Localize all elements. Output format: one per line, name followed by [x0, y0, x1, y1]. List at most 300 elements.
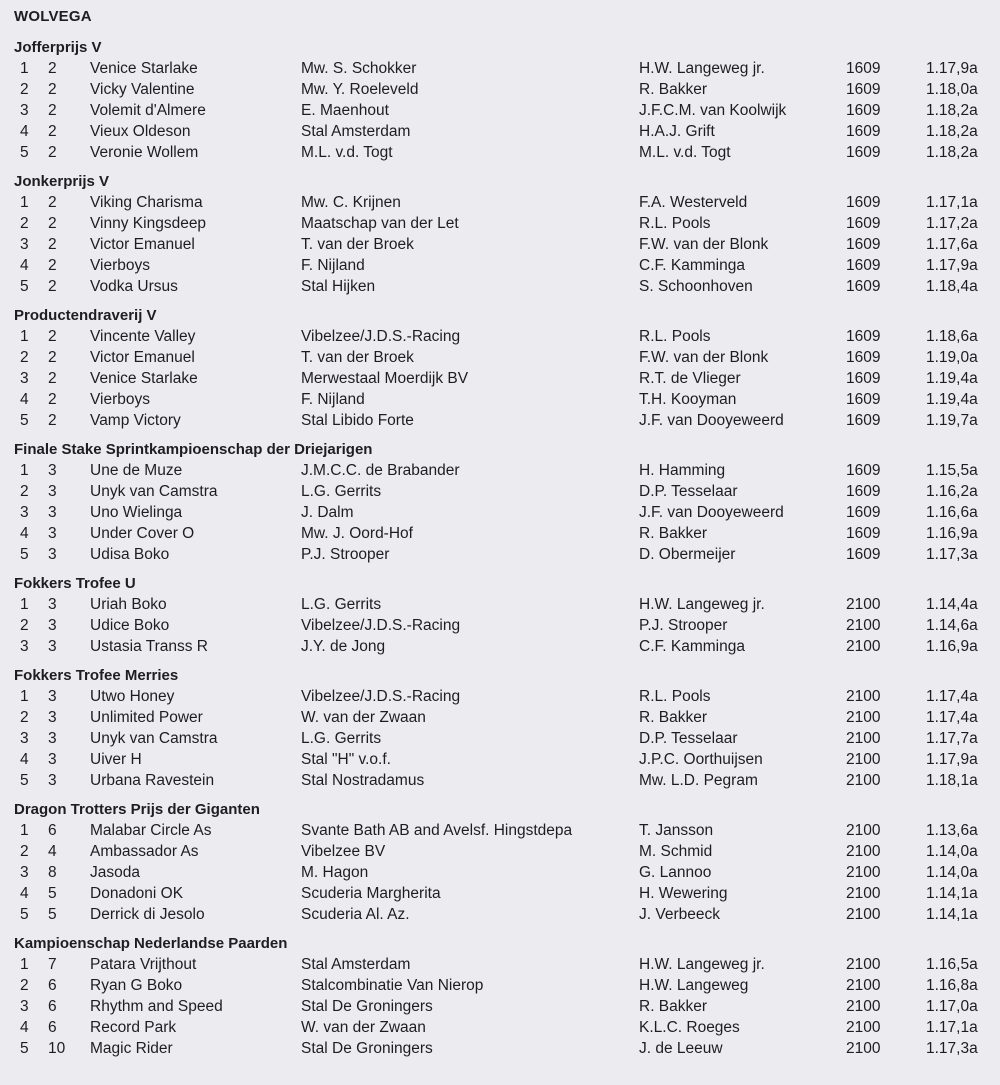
- horse-name-cell: Vierboys: [90, 257, 151, 274]
- driver-cell: H.W. Langeweg jr.: [639, 60, 765, 77]
- owner-cell: W. van der Zwaan: [301, 709, 426, 726]
- horse-name-cell: Urbana Ravestein: [90, 772, 215, 789]
- horse-name-cell: Ryan G Boko: [90, 977, 183, 994]
- owner-cell: F. Nijland: [301, 391, 365, 408]
- position-cell: 5: [20, 278, 29, 295]
- horse-name-cell: Veronie Wollem: [90, 144, 199, 161]
- driver-cell: C.F. Kamminga: [639, 257, 745, 274]
- race-title: Fokkers Trofee U: [14, 575, 136, 592]
- driver-cell: G. Lannoo: [639, 864, 712, 881]
- time-cell: 1.16,8a: [926, 977, 978, 994]
- distance-cell: 2100: [846, 998, 881, 1015]
- time-cell: 1.17,1a: [926, 1019, 978, 1036]
- time-cell: 1.14,4a: [926, 596, 978, 613]
- time-cell: 1.17,2a: [926, 215, 978, 232]
- age-cell: 2: [48, 60, 57, 77]
- position-cell: 3: [20, 370, 29, 387]
- distance-cell: 2100: [846, 617, 881, 634]
- result-row: [14, 594, 1000, 615]
- position-cell: 5: [20, 546, 29, 563]
- time-cell: 1.14,1a: [926, 885, 978, 902]
- distance-cell: 1609: [846, 144, 881, 161]
- age-cell: 3: [48, 617, 57, 634]
- race-section: [14, 799, 1000, 925]
- position-cell: 1: [20, 194, 29, 211]
- result-row: [14, 954, 1000, 975]
- distance-cell: 1609: [846, 257, 881, 274]
- results-list: [14, 37, 1000, 1067]
- age-cell: 2: [48, 257, 57, 274]
- time-cell: 1.17,9a: [926, 751, 978, 768]
- result-row: [14, 481, 1000, 502]
- horse-name-cell: Vieux Oldeson: [90, 123, 191, 140]
- owner-cell: Stal De Groningers: [301, 998, 433, 1015]
- result-row: [14, 1017, 1000, 1038]
- result-row: [14, 749, 1000, 770]
- race-title: Kampioenschap Nederlandse Paarden: [14, 935, 288, 952]
- horse-name-cell: Vicky Valentine: [90, 81, 195, 98]
- age-cell: 2: [48, 123, 57, 140]
- result-row: [14, 883, 1000, 904]
- horse-name-cell: Rhythm and Speed: [90, 998, 223, 1015]
- position-cell: 4: [20, 257, 29, 274]
- result-row: [14, 234, 1000, 255]
- position-cell: 3: [20, 638, 29, 655]
- result-row: [14, 975, 1000, 996]
- owner-cell: J. Dalm: [301, 504, 354, 521]
- owner-cell: Vibelzee/J.D.S.-Racing: [301, 328, 461, 345]
- distance-cell: 2100: [846, 822, 881, 839]
- driver-cell: H. Hamming: [639, 462, 726, 479]
- age-cell: 4: [48, 843, 57, 860]
- horse-name-cell: Victor Emanuel: [90, 236, 195, 253]
- position-cell: 4: [20, 123, 29, 140]
- position-cell: 3: [20, 102, 29, 119]
- horse-name-cell: Jasoda: [90, 864, 140, 881]
- age-cell: 2: [48, 278, 57, 295]
- document-title: WOLVEGA: [14, 8, 92, 25]
- distance-cell: 1609: [846, 483, 881, 500]
- distance-cell: 2100: [846, 751, 881, 768]
- age-cell: 3: [48, 546, 57, 563]
- result-row: [14, 389, 1000, 410]
- horse-name-cell: Unlimited Power: [90, 709, 203, 726]
- time-cell: 1.17,4a: [926, 709, 978, 726]
- position-cell: 3: [20, 504, 29, 521]
- driver-cell: P.J. Strooper: [639, 617, 728, 634]
- result-row: [14, 100, 1000, 121]
- position-cell: 5: [20, 772, 29, 789]
- distance-cell: 1609: [846, 194, 881, 211]
- result-row: [14, 255, 1000, 276]
- horse-name-cell: Vincente Valley: [90, 328, 196, 345]
- owner-cell: Mw. J. Oord-Hof: [301, 525, 413, 542]
- driver-cell: D. Obermeijer: [639, 546, 736, 563]
- distance-cell: 2100: [846, 1040, 881, 1057]
- horse-name-cell: Udisa Boko: [90, 546, 170, 563]
- distance-cell: 1609: [846, 278, 881, 295]
- time-cell: 1.19,0a: [926, 349, 978, 366]
- time-cell: 1.17,0a: [926, 998, 978, 1015]
- position-cell: 3: [20, 864, 29, 881]
- time-cell: 1.18,2a: [926, 102, 978, 119]
- time-cell: 1.18,0a: [926, 81, 978, 98]
- driver-cell: F.W. van der Blonk: [639, 236, 769, 253]
- driver-cell: H. Wewering: [639, 885, 728, 902]
- time-cell: 1.17,7a: [926, 730, 978, 747]
- driver-cell: H.W. Langeweg jr.: [639, 596, 765, 613]
- horse-name-cell: Unyk van Camstra: [90, 483, 218, 500]
- distance-cell: 1609: [846, 123, 881, 140]
- driver-cell: M.L. v.d. Togt: [639, 144, 731, 161]
- position-cell: 1: [20, 688, 29, 705]
- owner-cell: Stal Amsterdam: [301, 123, 411, 140]
- distance-cell: 1609: [846, 546, 881, 563]
- time-cell: 1.17,3a: [926, 1040, 978, 1057]
- distance-cell: 1609: [846, 391, 881, 408]
- distance-cell: 2100: [846, 906, 881, 923]
- time-cell: 1.19,4a: [926, 370, 978, 387]
- time-cell: 1.19,7a: [926, 412, 978, 429]
- age-cell: 6: [48, 977, 57, 994]
- driver-cell: R. Bakker: [639, 81, 708, 98]
- position-cell: 4: [20, 1019, 29, 1036]
- result-row: [14, 276, 1000, 297]
- position-cell: 1: [20, 328, 29, 345]
- position-cell: 2: [20, 977, 29, 994]
- age-cell: 3: [48, 596, 57, 613]
- race-title: Dragon Trotters Prijs der Giganten: [14, 801, 260, 818]
- distance-cell: 2100: [846, 638, 881, 655]
- position-cell: 3: [20, 998, 29, 1015]
- distance-cell: 1609: [846, 328, 881, 345]
- age-cell: 3: [48, 772, 57, 789]
- time-cell: 1.17,9a: [926, 60, 978, 77]
- age-cell: 3: [48, 483, 57, 500]
- position-cell: 2: [20, 709, 29, 726]
- distance-cell: 2100: [846, 956, 881, 973]
- race-section: [14, 171, 1000, 297]
- result-row: [14, 1038, 1000, 1059]
- owner-cell: T. van der Broek: [301, 349, 414, 366]
- driver-cell: H.A.J. Grift: [639, 123, 715, 140]
- age-cell: 3: [48, 709, 57, 726]
- owner-cell: Stal Hijken: [301, 278, 376, 295]
- time-cell: 1.17,6a: [926, 236, 978, 253]
- horse-name-cell: Uno Wielinga: [90, 504, 183, 521]
- time-cell: 1.16,6a: [926, 504, 978, 521]
- time-cell: 1.15,5a: [926, 462, 978, 479]
- owner-cell: Merwestaal Moerdijk BV: [301, 370, 469, 387]
- position-cell: 4: [20, 391, 29, 408]
- result-row: [14, 770, 1000, 791]
- distance-cell: 1609: [846, 370, 881, 387]
- driver-cell: J. de Leeuw: [639, 1040, 723, 1057]
- horse-name-cell: Vamp Victory: [90, 412, 181, 429]
- distance-cell: 1609: [846, 236, 881, 253]
- owner-cell: Mw. Y. Roeleveld: [301, 81, 419, 98]
- time-cell: 1.18,2a: [926, 144, 978, 161]
- age-cell: 6: [48, 998, 57, 1015]
- age-cell: 3: [48, 504, 57, 521]
- result-row: [14, 121, 1000, 142]
- driver-cell: D.P. Tesselaar: [639, 483, 738, 500]
- time-cell: 1.17,9a: [926, 257, 978, 274]
- age-cell: 10: [48, 1040, 66, 1057]
- position-cell: 4: [20, 525, 29, 542]
- position-cell: 2: [20, 215, 29, 232]
- position-cell: 1: [20, 956, 29, 973]
- driver-cell: K.L.C. Roeges: [639, 1019, 740, 1036]
- driver-cell: Mw. L.D. Pegram: [639, 772, 758, 789]
- time-cell: 1.17,4a: [926, 688, 978, 705]
- owner-cell: L.G. Gerrits: [301, 483, 382, 500]
- horse-name-cell: Victor Emanuel: [90, 349, 195, 366]
- result-row: [14, 862, 1000, 883]
- position-cell: 3: [20, 730, 29, 747]
- race-title: Jonkerprijs V: [14, 173, 110, 190]
- owner-cell: E. Maenhout: [301, 102, 389, 119]
- time-cell: 1.16,5a: [926, 956, 978, 973]
- distance-cell: 1609: [846, 60, 881, 77]
- time-cell: 1.17,1a: [926, 194, 978, 211]
- position-cell: 4: [20, 885, 29, 902]
- age-cell: 2: [48, 370, 57, 387]
- age-cell: 3: [48, 730, 57, 747]
- result-row: [14, 192, 1000, 213]
- owner-cell: Vibelzee/J.D.S.-Racing: [301, 688, 461, 705]
- result-row: [14, 686, 1000, 707]
- result-row: [14, 502, 1000, 523]
- horse-name-cell: Ambassador As: [90, 843, 199, 860]
- horse-name-cell: Volemit d'Almere: [90, 102, 206, 119]
- position-cell: 1: [20, 822, 29, 839]
- driver-cell: D.P. Tesselaar: [639, 730, 738, 747]
- horse-name-cell: Une de Muze: [90, 462, 183, 479]
- age-cell: 8: [48, 864, 57, 881]
- horse-name-cell: Uiver H: [90, 751, 142, 768]
- race-title: Productendraverij V: [14, 307, 157, 324]
- race-title: Jofferprijs V: [14, 39, 102, 56]
- owner-cell: Svante Bath AB and Avelsf. Hingstdepa: [301, 822, 573, 839]
- result-row: [14, 326, 1000, 347]
- result-row: [14, 544, 1000, 565]
- result-row: [14, 347, 1000, 368]
- owner-cell: Stal "H" v.o.f.: [301, 751, 391, 768]
- horse-name-cell: Donadoni OK: [90, 885, 184, 902]
- position-cell: 1: [20, 462, 29, 479]
- distance-cell: 1609: [846, 462, 881, 479]
- time-cell: 1.18,6a: [926, 328, 978, 345]
- time-cell: 1.16,9a: [926, 638, 978, 655]
- age-cell: 3: [48, 462, 57, 479]
- race-section: [14, 305, 1000, 431]
- result-row: [14, 707, 1000, 728]
- time-cell: 1.16,2a: [926, 483, 978, 500]
- age-cell: 2: [48, 328, 57, 345]
- result-row: [14, 213, 1000, 234]
- horse-name-cell: Vinny Kingsdeep: [90, 215, 207, 232]
- owner-cell: P.J. Strooper: [301, 546, 390, 563]
- result-row: [14, 58, 1000, 79]
- owner-cell: Stal Libido Forte: [301, 412, 414, 429]
- time-cell: 1.17,3a: [926, 546, 978, 563]
- age-cell: 2: [48, 349, 57, 366]
- owner-cell: Mw. S. Schokker: [301, 60, 417, 77]
- position-cell: 5: [20, 412, 29, 429]
- result-row: [14, 615, 1000, 636]
- result-row: [14, 79, 1000, 100]
- owner-cell: Mw. C. Krijnen: [301, 194, 401, 211]
- position-cell: 1: [20, 60, 29, 77]
- time-cell: 1.14,0a: [926, 864, 978, 881]
- distance-cell: 1609: [846, 525, 881, 542]
- age-cell: 2: [48, 81, 57, 98]
- owner-cell: Maatschap van der Let: [301, 215, 459, 232]
- age-cell: 6: [48, 822, 57, 839]
- horse-name-cell: Vodka Ursus: [90, 278, 178, 295]
- owner-cell: Vibelzee BV: [301, 843, 386, 860]
- driver-cell: R. Bakker: [639, 525, 708, 542]
- position-cell: 2: [20, 843, 29, 860]
- age-cell: 2: [48, 194, 57, 211]
- age-cell: 3: [48, 751, 57, 768]
- age-cell: 2: [48, 391, 57, 408]
- driver-cell: R. Bakker: [639, 709, 708, 726]
- result-row: [14, 410, 1000, 431]
- driver-cell: R.T. de Vlieger: [639, 370, 741, 387]
- horse-name-cell: Venice Starlake: [90, 370, 198, 387]
- position-cell: 4: [20, 751, 29, 768]
- driver-cell: C.F. Kamminga: [639, 638, 745, 655]
- driver-cell: F.A. Westerveld: [639, 194, 748, 211]
- time-cell: 1.16,9a: [926, 525, 978, 542]
- owner-cell: L.G. Gerrits: [301, 730, 382, 747]
- position-cell: 2: [20, 349, 29, 366]
- horse-name-cell: Utwo Honey: [90, 688, 175, 705]
- horse-name-cell: Magic Rider: [90, 1040, 173, 1057]
- result-row: [14, 904, 1000, 925]
- horse-name-cell: Malabar Circle As: [90, 822, 212, 839]
- age-cell: 5: [48, 906, 57, 923]
- distance-cell: 2100: [846, 709, 881, 726]
- race-section: [14, 439, 1000, 565]
- position-cell: 2: [20, 483, 29, 500]
- owner-cell: Vibelzee/J.D.S.-Racing: [301, 617, 461, 634]
- distance-cell: 2100: [846, 885, 881, 902]
- age-cell: 3: [48, 638, 57, 655]
- time-cell: 1.14,6a: [926, 617, 978, 634]
- owner-cell: Stal De Groningers: [301, 1040, 433, 1057]
- distance-cell: 1609: [846, 349, 881, 366]
- result-row: [14, 841, 1000, 862]
- driver-cell: J.F. van Dooyeweerd: [639, 412, 784, 429]
- horse-name-cell: Ustasia Transs R: [90, 638, 209, 655]
- distance-cell: 2100: [846, 730, 881, 747]
- owner-cell: M. Hagon: [301, 864, 369, 881]
- distance-cell: 2100: [846, 864, 881, 881]
- distance-cell: 2100: [846, 977, 881, 994]
- driver-cell: H.W. Langeweg jr.: [639, 956, 765, 973]
- driver-cell: R.L. Pools: [639, 688, 711, 705]
- owner-cell: L.G. Gerrits: [301, 596, 382, 613]
- owner-cell: Scuderia Margherita: [301, 885, 441, 902]
- distance-cell: 2100: [846, 1019, 881, 1036]
- horse-name-cell: Viking Charisma: [90, 194, 203, 211]
- position-cell: 5: [20, 906, 29, 923]
- result-row: [14, 636, 1000, 657]
- driver-cell: F.W. van der Blonk: [639, 349, 769, 366]
- driver-cell: J.F.C.M. van Koolwijk: [639, 102, 787, 119]
- age-cell: 5: [48, 885, 57, 902]
- owner-cell: J.Y. de Jong: [301, 638, 386, 655]
- position-cell: 1: [20, 596, 29, 613]
- age-cell: 2: [48, 102, 57, 119]
- horse-name-cell: Venice Starlake: [90, 60, 198, 77]
- age-cell: 2: [48, 412, 57, 429]
- result-row: [14, 460, 1000, 481]
- race-title: Fokkers Trofee Merries: [14, 667, 179, 684]
- horse-name-cell: Vierboys: [90, 391, 151, 408]
- driver-cell: H.W. Langeweg: [639, 977, 749, 994]
- time-cell: 1.19,4a: [926, 391, 978, 408]
- driver-cell: R.L. Pools: [639, 328, 711, 345]
- position-cell: 2: [20, 617, 29, 634]
- race-section: [14, 37, 1000, 163]
- owner-cell: J.M.C.C. de Brabander: [301, 462, 460, 479]
- driver-cell: J.P.C. Oorthuijsen: [639, 751, 763, 768]
- horse-name-cell: Unyk van Camstra: [90, 730, 218, 747]
- horse-name-cell: Uriah Boko: [90, 596, 167, 613]
- horse-name-cell: Udice Boko: [90, 617, 170, 634]
- owner-cell: T. van der Broek: [301, 236, 414, 253]
- distance-cell: 1609: [846, 102, 881, 119]
- position-cell: 3: [20, 236, 29, 253]
- time-cell: 1.13,6a: [926, 822, 978, 839]
- owner-cell: M.L. v.d. Togt: [301, 144, 393, 161]
- driver-cell: J.F. van Dooyeweerd: [639, 504, 784, 521]
- distance-cell: 2100: [846, 772, 881, 789]
- owner-cell: Stalcombinatie Van Nierop: [301, 977, 484, 994]
- driver-cell: S. Schoonhoven: [639, 278, 753, 295]
- distance-cell: 1609: [846, 215, 881, 232]
- time-cell: 1.18,4a: [926, 278, 978, 295]
- race-section: [14, 573, 1000, 657]
- horse-name-cell: Under Cover O: [90, 525, 195, 542]
- age-cell: 6: [48, 1019, 57, 1036]
- race-section: [14, 933, 1000, 1059]
- time-cell: 1.18,1a: [926, 772, 978, 789]
- age-cell: 2: [48, 144, 57, 161]
- position-cell: 5: [20, 144, 29, 161]
- result-row: [14, 728, 1000, 749]
- horse-name-cell: Record Park: [90, 1019, 177, 1036]
- driver-cell: R.L. Pools: [639, 215, 711, 232]
- owner-cell: Stal Nostradamus: [301, 772, 425, 789]
- age-cell: 3: [48, 688, 57, 705]
- distance-cell: 2100: [846, 688, 881, 705]
- result-row: [14, 523, 1000, 544]
- owner-cell: Stal Amsterdam: [301, 956, 411, 973]
- time-cell: 1.18,2a: [926, 123, 978, 140]
- age-cell: 2: [48, 236, 57, 253]
- result-row: [14, 368, 1000, 389]
- age-cell: 2: [48, 215, 57, 232]
- distance-cell: 2100: [846, 843, 881, 860]
- time-cell: 1.14,1a: [926, 906, 978, 923]
- distance-cell: 1609: [846, 504, 881, 521]
- owner-cell: F. Nijland: [301, 257, 365, 274]
